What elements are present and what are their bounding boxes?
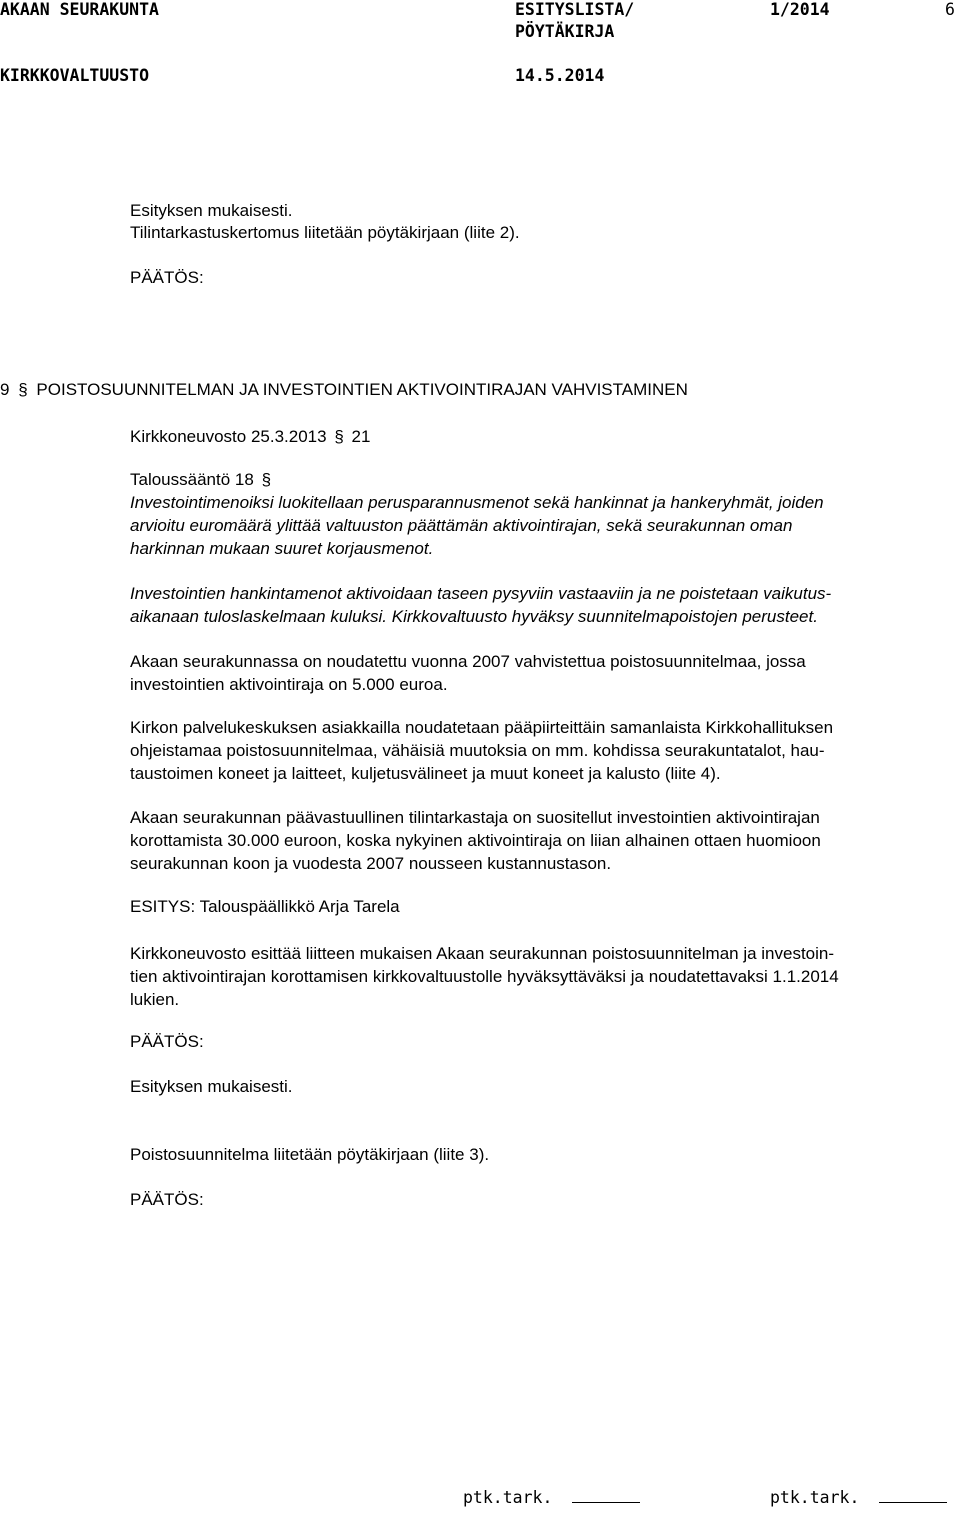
section-mark-icon: § [334,427,344,446]
prev-line2: Tilintarkastuskertomus liitetään pöytäkirjaan (liite 2). [130,223,520,242]
header-date: 14.5.2014 [515,66,605,85]
rule-line: aikanaan tuloslaskelmaan kuluksi. Kirkkovaltuusto hyväksy suunnitelmapoistojen perusteet. [130,607,818,626]
prev-line1: Esityksen mukaisesti. [130,201,293,220]
signature-2 [770,1488,947,1507]
section-ref-number: 21 [351,427,371,446]
paragraph-line: seurakunnan koon ja vuodesta 2007 nousseen kustannustason. [130,854,612,873]
paragraph-line: Kirkon palvelukeskuksen asiakkailla noudatetaan pääpiirteittäin samanlaista Kirkkohallituksen [130,718,834,737]
proposal-label: ESITYS: [130,897,196,916]
section-title: POISTOSUUNNITELMAN JA INVESTOINTIEN AKTIVOINTIRAJAN VAHVISTAMINEN [36,380,688,399]
rule-heading-text: Taloussääntö 18 [130,470,254,489]
signature-1-label: ptk.tark. [463,1488,553,1507]
signature-2-label: ptk.tark. [770,1488,860,1507]
section-number: 9 [0,380,10,399]
rule-paragraph-2 [130,582,950,628]
paragraph-line: korottamista 30.000 euroon, koska nykyinen aktivointiraja on liian alhainen ottaen huomioon [130,831,821,850]
body-paragraph-3 [130,806,950,875]
rule-line: harkinnan mukaan suuret korjausmenot. [130,539,434,558]
header-number: 1/2014 [770,0,830,19]
section-reference [130,427,370,447]
section-heading [0,380,688,400]
body-paragraph-4 [130,942,950,1011]
paragraph-line: Akaan seurakunnan päävastuullinen tilintarkastaja on suositellut investointien aktivointirajan [130,808,820,827]
header-doc-type-line2: PÖYTÄKIRJA [515,22,615,41]
rule-line: Investointimenoiksi luokitellaan perusparannusmenot sekä hankinnat ja hankeryhmät, joiden [130,493,824,512]
decision-1-label: PÄÄTÖS: [130,1032,204,1051]
body-paragraph-1 [130,650,950,696]
paragraph-line: lukien. [130,990,180,1009]
decision-2-label: PÄÄTÖS: [130,1190,204,1209]
rule-line: arvioitu euromäärä ylittää valtuuston päättämän aktivointirajan, sekä seurakunnan oman [130,516,793,535]
body-paragraph-2 [130,716,950,785]
header-org: AKAAN SEURAKUNTA [0,0,159,19]
proposal-by: Talouspäällikkö Arja Tarela [199,897,400,916]
proposal-line [130,897,400,917]
decision-1-text: Esityksen mukaisesti. [130,1077,293,1096]
signature-1-blank [572,1502,640,1503]
prev-decision-label: PÄÄTÖS: [130,268,204,287]
paragraph-line: ohjeistamaa poistosuunnitelmaa, vähäisiä muutoksia on mm. kohdissa seurakuntatalot, hau- [130,741,825,760]
paragraph-line: taustoimen koneet ja laitteet, kuljetusvälineet ja muut koneet ja kalusto (liite 4). [130,764,721,783]
signature-2-blank [879,1502,947,1503]
section-mark-icon: § [18,380,28,399]
page-number: 6 [945,0,955,19]
paragraph-line: tien aktivointirajan korottamisen kirkkovaltuustolle hyväksyttäväksi ja noudatettavaksi 1.1.2014 [130,967,839,986]
section-mark-icon: § [261,470,272,489]
section-ref-body: Kirkkoneuvosto 25.3.2013 [130,427,327,446]
paragraph-line: Kirkkoneuvosto esittää liitteen mukaisen Akaan seurakunnan poistosuunnitelman ja investoin- [130,944,835,963]
signature-1 [463,1488,640,1507]
rule-paragraph-1 [130,491,950,560]
attachment-line: Poistosuunnitelma liitetään pöytäkirjaan (liite 3). [130,1145,490,1164]
header-body: KIRKKOVALTUUSTO [0,66,150,85]
rule-heading [130,470,271,490]
rule-line: Investointien hankintamenot aktivoidaan taseen pysyviin vastaaviin ja ne poistetaan vaikutus- [130,584,832,603]
paragraph-line: Akaan seurakunnassa on noudatettu vuonna 2007 vahvistettua poistosuunnitelmaa, jossa [130,652,806,671]
paragraph-line: investointien aktivointiraja on 5.000 euroa. [130,675,448,694]
header-doc-type-line1: ESITYSLISTA/ [515,0,635,19]
